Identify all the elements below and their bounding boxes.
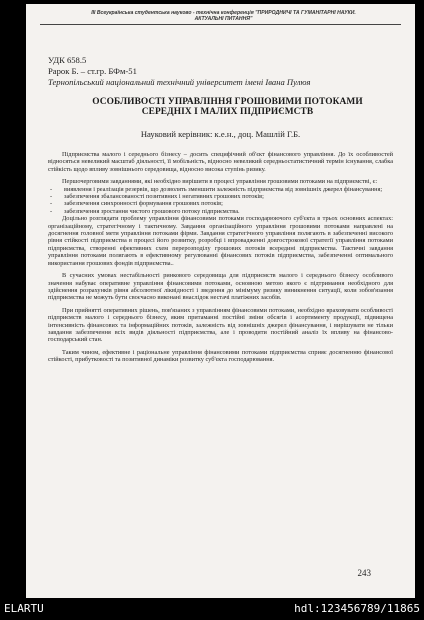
list-item: - забезпечення зростання чистого грошового потоку підприємства. xyxy=(50,207,240,215)
article-meta xyxy=(48,55,311,87)
list-item-text: забезпечення синхронності формування грошових потоків; xyxy=(64,200,223,208)
list-item: - виявлення і реалізація резервів, що дозволять зменшити залежність підприємства від зовнішніх джерел фінансування; xyxy=(50,185,383,193)
repository-name: ELARTU xyxy=(4,602,44,615)
conference-header xyxy=(46,10,401,22)
header-line-1: III Всеукраїнська студентська науково - технічна конференція "ПРИРОДНИЧІ ТА ГУМАНІТАРНІ НАУКИ. xyxy=(91,10,356,16)
handle-link[interactable]: hdl:123456789/11865 xyxy=(294,602,420,615)
list-item: - забезпечення синхронності формування грошових потоків; xyxy=(50,200,223,208)
page-number: 243 xyxy=(357,568,371,578)
paragraph-5: При прийнятті оперативних рішень, пов'язаних з управлінням фінансовими потоками, необхідно враховувати особливості підприємств малого і середнього бізнесу, яким притаманні постійні зміни обсягів і асортименту продукції, підвищена інтенсивність фінансових та інформаційних потоків, залежність від зовнішніх джерел фінансування, і вирішувати не тільки завдання забезпечення всіх видів діяльності підприємства, але і проводити постійний аналіз їх впливу на фінансово-господарський стан. xyxy=(48,306,393,344)
title-line-2: СЕРЕДНІХ І МАЛИХ ПІДПРИЄМСТВ xyxy=(141,107,314,118)
udc-code: УДК 658.5 xyxy=(48,55,87,65)
article-body xyxy=(48,151,393,364)
paragraph-6: Таким чином, ефективне і раціональне управління фінансовими потоками підприємства сприяє досягненню фінансової стійкості, прибутковості та позитивної динаміки розвитку суб'єкта господарювання. xyxy=(48,348,393,364)
supervisor-line: Науковий керівник: к.е.н., доц. Машлій Г.Б. xyxy=(140,129,301,139)
list-item-text: виявлення і реалізація резервів, що дозволять зменшити залежність підприємства від зовнішніх джерел фінансування; xyxy=(64,185,383,193)
list-item-text: забезпечення збалансованості позитивних і негативних грошових потоків; xyxy=(64,193,264,201)
list-item: - забезпечення збалансованості позитивних і негативних грошових потоків; xyxy=(50,193,264,201)
repository-footer xyxy=(0,598,424,620)
document-page xyxy=(26,4,415,598)
header-line-2: АКТУАЛЬНІ ПИТАННЯ" xyxy=(194,16,253,22)
paragraph-4: В сучасних умовах нестабільності ринкового середовища для підприємств малого і середнього бізнесу особливого значення набуває оперативне управління фінансовими потоками, основною метою якого є підтримання необхідного для здійснення розрахунків рівня абсолютної ліквідності і зведення до мінімуму ризику виникнення ситуації, коли зобов'язання підприємства не можуть бути своєчасно виконані внаслідок нестачі платіжних засобів. xyxy=(48,272,393,302)
header-divider xyxy=(40,24,401,25)
article-title xyxy=(66,97,389,118)
paragraph-3: Доцільно розглядати проблему управління фінансовими потоками господарюючого суб'єкта в трьох основних аспектах: організаційному, стратегічному і тактичному. Завдання організаційного управління грошовими потоками направлені на досягнення головної мети управління потоками фірми. Завдання стратегічного управління полягають в забезпеченні високого рівня стійкості підприємства в процесі його розвитку, розробці і впровадженні довгострокової стратегії управління потоками підприємства, створенні ефективних схем перерозподілу грошових потоків всередині підприємства. Тактичні завдання управління потоками полягають в ефективному регулюванні фінансових потоків підприємства, забезпеченні оптимального використання грошових фондів підприємства.. xyxy=(48,215,393,267)
paragraph-1: Підприємства малого і середнього бізнесу – досить специфічний об'єкт фінансового управління. До їх особливостей відносяться невеликий масштаб діяльності, її мобільність, відносно невеликий середньостатистичний термін існування, слабка стійкість щодо впливу зовнішнього середовища, відносно висока ступінь ризику. xyxy=(48,151,393,173)
paragraph-2: Першочерговими завданнями, які необхідно вирішити в процесі управління грошовими потоками на підприємстві, є: xyxy=(62,178,378,186)
author-line: Рарок Б. – ст.гр. БФм-51 xyxy=(48,65,137,76)
institution: Тернопільський національний технічний університет імені Івана Пулюя xyxy=(48,76,311,87)
title-line-1: ОСОБЛИВОСТІ УПРАВЛІННЯ ГРОШОВИМИ ПОТОКАМИ xyxy=(92,97,363,107)
list-item-text: забезпечення зростання чистого грошового потоку підприємства. xyxy=(64,207,240,215)
